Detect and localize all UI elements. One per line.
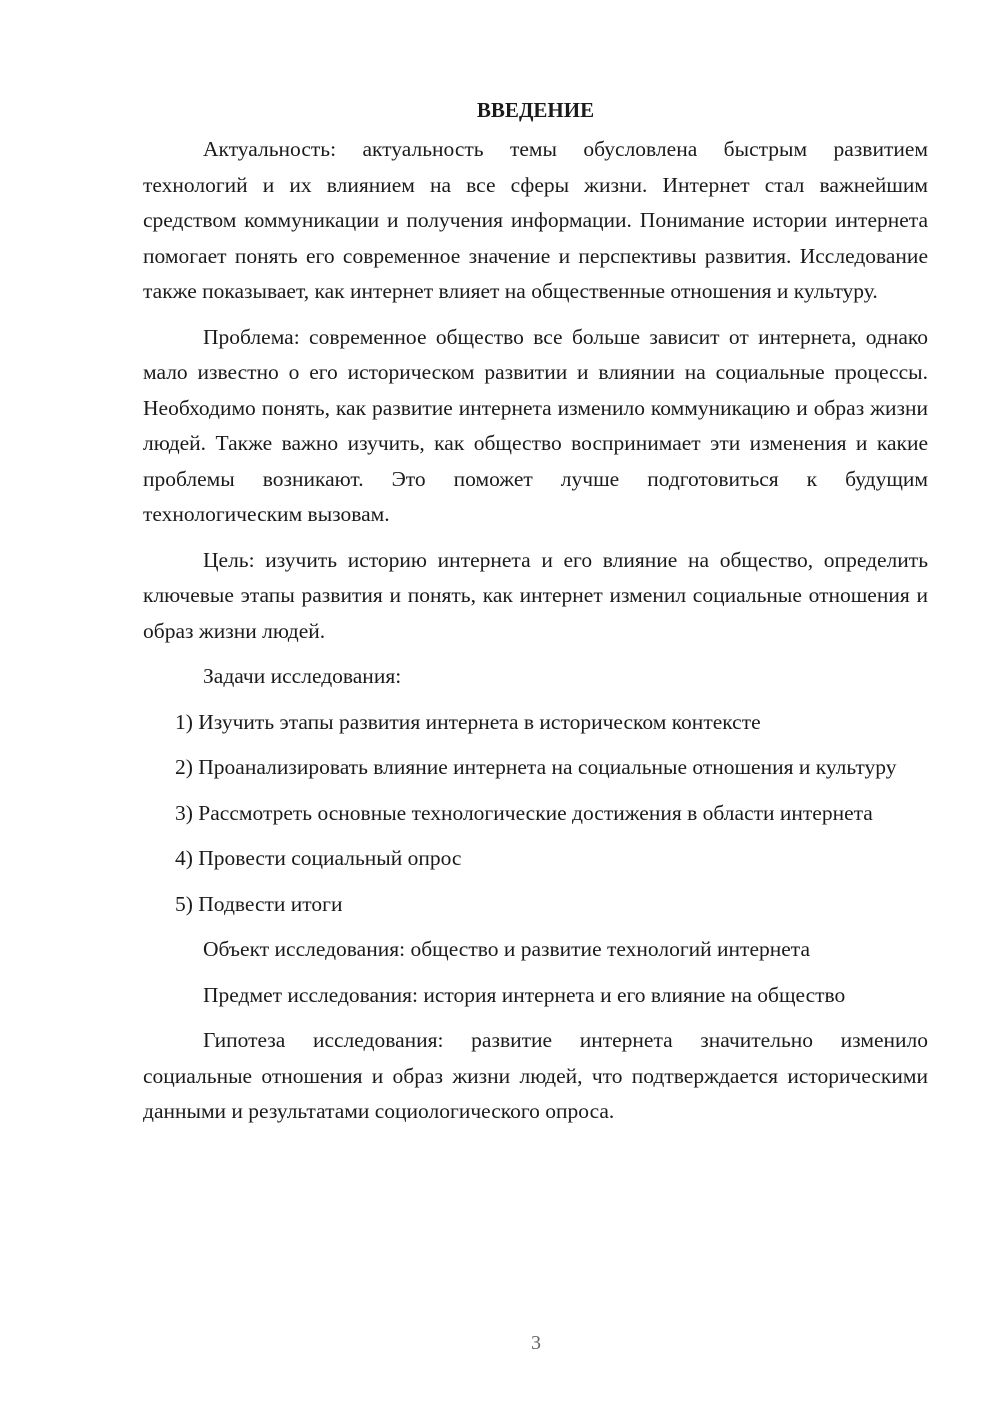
task-item: 4) Провести социальный опрос <box>175 846 462 870</box>
task-item: 1) Изучить этапы развития интернета в историческом контексте <box>175 709 761 734</box>
tasks-title: Задачи исследования: <box>203 664 402 688</box>
relevance-paragraph: Актуальность: актуальность темы обусловлена быстрым развитием технологий и их влиянием на все сферы жизни. Интернет стал важнейшим средством коммуникации и получения информации. Понимание истории интернета помогает понять его современное значение и перспективы развития. Исследование также показывает, как интернет влияет на общественные отношения и культуру. <box>143 137 928 303</box>
task-item: 3) Рассмотреть основные технологические достижения в области интернета <box>175 800 873 825</box>
goal-paragraph: Цель: изучить историю интернета и его влияние на общество, определить ключевые этапы развития и понять, как интернет изменил социальные отношения и образ жизни людей. <box>143 547 928 643</box>
object-paragraph: Объект исследования: общество и развитие технологий интернета <box>203 937 810 961</box>
hypothesis-paragraph: Гипотеза исследования: развитие интернета значительно изменило социальные отношения и образ жизни людей, что подтверждается историческими данными и результатами социологического опроса. <box>143 1028 928 1123</box>
page-number: 3 <box>531 1332 541 1354</box>
subject-paragraph: Предмет исследования: история интернета и его влияние на общество <box>203 982 846 1007</box>
task-item: 5) Подвести итоги <box>175 891 343 916</box>
problem-paragraph: Проблема: современное общество все больше зависит от интернета, однако мало известно о его историческом развитии и влиянии на социальные процессы. Необходимо понять, как развитие интернета изменило коммуникацию и образ жизни людей. Также важно изучить, как общество воспринимает эти изменения и какие проблемы возникают. Это поможет лучше подготовиться к будущим технологическим вызовам. <box>143 324 928 526</box>
page-title: ВВЕДЕНИЕ <box>476 98 595 122</box>
page-content <box>143 92 928 1140</box>
task-item: 2) Проанализировать влияние интернета на социальные отношения и культуру <box>175 755 897 779</box>
